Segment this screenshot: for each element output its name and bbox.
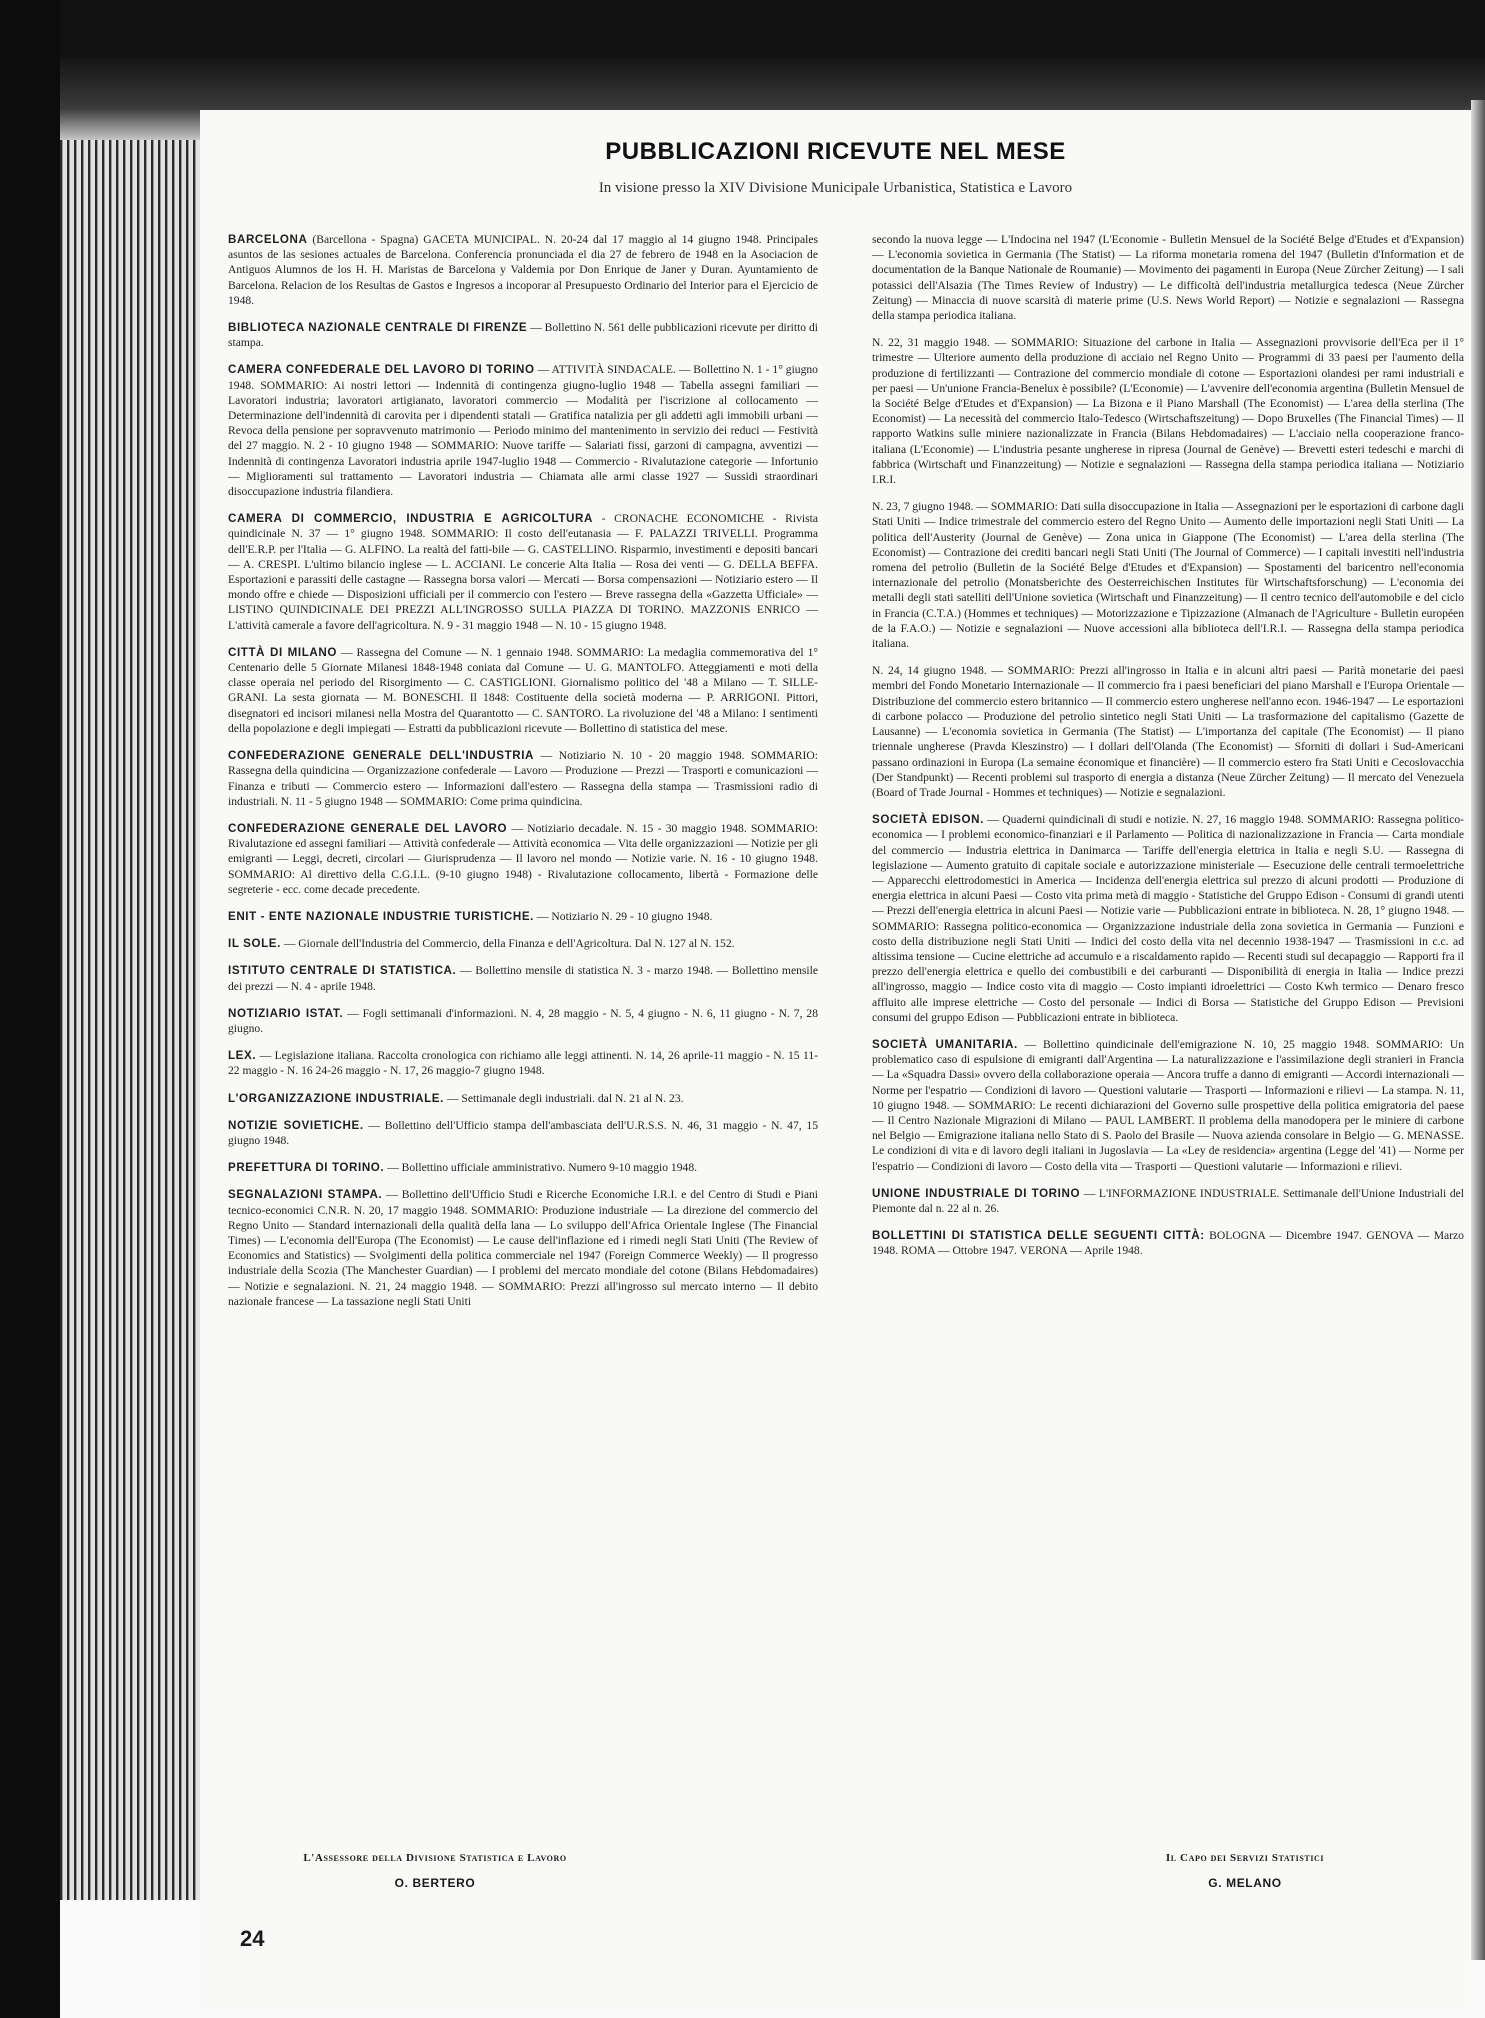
entry-heading: CITTÀ DI MILANO [228,645,337,659]
signature-left [270,1852,600,1890]
entry [228,511,818,633]
entry [228,821,818,897]
entry [872,1186,1464,1216]
book-page-edges [60,140,200,1900]
entry [228,1160,818,1175]
entry-text: — Legislazione italiana. Raccolta cronologica con richiamo alle leggi attinenti. N. 14, 26 aprile-11 maggio - N. 15 11-22 maggio - N. 16 24-26 maggio - N. 17, 26 maggio-7 giugno 1948. [228,1049,818,1078]
page-number: 24 [240,1926,265,1951]
entry [872,663,1464,800]
entry-heading: NOTIZIE SOVIETICHE. [228,1118,364,1132]
entry [228,1006,818,1036]
entry-text: — Bollettino N. 561 delle pubblicazioni ricevute per diritto di stampa. [228,321,819,350]
entry-text: — L'INFORMAZIONE INDUSTRIALE. Settimanale dell'Unione Industriali del Piemonte dal n. 22 al n. 26. [872,1186,1464,1215]
signature-name: O. BERTERO [394,1876,476,1890]
entry [228,1187,818,1309]
entry [228,645,818,736]
entry-text: — Quaderni quindicinali di studi e notizie. N. 27, 16 maggio 1948. SOMMARIO: Rassegna politico-economica — I problemi economico-finanziari e il Parlamento — Politica di nazionalizzazione in Francia — Carta mondiale del commercio — Industria elettrica in Danimarca — Tariffe dell'energia elettrica in Italia e negli S.U. — Rassegna di legislazione — Aumento gratuito di capitale sociale e autorizzazione ministeriale — Esecuzione delle centrali termoelettriche — Apparecchi elettrodomestici in America — Incidenza dell'energia elettrica sul prezzo di alcuni prodotti — Produzione di energia elettrica in alcuni Paesi — Costo vita prima metà di maggio - Statistiche del Gruppo Edison - Consumi di grandi utenti — Prezzi dell'energia elettrica in alcuni Paesi — Notizie varie — Pubblicazioni entrate in biblioteca. N. 28, 1° giugno 1948. — SOMMARIO: Rassegna politico-economica — Organizzazione industriale della zona sovietica in Germania — Funzioni e costo della distribuzione negli Stati Uniti — Indici del costo della vita nel decennio 1938-1947 — Trasmissioni in c.c. ad altissima tensione — Cucine elettriche ad accumulo e a riscaldamento rapido — Recenti studi sul decapaggio — Rapporti fra il prezzo dell'energia elettrica e quello dei combustibili e dei carburanti — Disponibilità di energia in Italia — Indice prezzi all'ingrosso, maggio — Indice costo vita di maggio — Costo impianti idroelettrici — Costo Kwh termico — Denaro fresco affluito alle imprese elettriche — Costo del personale — Indici di Borsa — Statistiche del Gruppo Edison — Previsioni consumi del gruppo Edison — Pubblicazioni entrate in biblioteca. [872,813,1464,1024]
entry-heading: CAMERA CONFEDERALE DEL LAVORO DI TORINO [228,363,535,377]
page-title: PUBBLICAZIONI RICEVUTE NEL MESE [605,138,1066,165]
entry-heading: ISTITUTO CENTRALE DI STATISTICA. [228,964,457,978]
entry-heading: CAMERA DI COMMERCIO, INDUSTRIA E AGRICOLTURA [228,512,593,526]
entry-heading: ENIT - ENTE NAZIONALE INDUSTRIE TURISTICHE. [228,909,534,923]
entry-text: — Settimanale degli industriali. dal N. 21 al N. 23. [446,1091,684,1105]
entry [228,748,818,809]
signature-role: Il Capo dei Servizi Statistici [1165,1852,1325,1864]
scan-border-top [0,0,1485,58]
entry-text: — Fogli settimanali d'informazioni. N. 4, 28 maggio - N. 5, 4 giugno - N. 6, 11 giugno - N. 7, 28 giugno. [228,1006,818,1035]
page-subtitle: In visione presso la XIV Divisione Municipale Urbanistica, Statistica e Lavoro [598,180,1073,196]
entry-text: — Bollettino dell'Ufficio stampa dell'ambasciata dell'U.R.S.S. N. 46, 31 maggio - N. 47, 15 giugno 1948. [228,1118,818,1147]
entry [872,232,1464,323]
signature-role: L'Assessore della Divisione Statistica e Lavoro [303,1852,567,1864]
scan-border-left [0,0,60,2018]
entry [228,909,818,924]
entry-text: — Bollettino mensile di statistica N. 3 - marzo 1948. — Bollettino mensile dei prezzi — N. 4 - aprile 1948. [228,964,818,993]
signature-right [1080,1852,1410,1890]
entry-text: — Notiziario decadale. N. 15 - 30 maggio 1948. SOMMARIO: Rivalutazione ed assegni familiari — Attività confederale — Attività economica — Vita delle organizzazioni — Notizie per gli emigranti — Leggi, decreti, circolari — Giurisprudenza — Il lavoro nel mondo — Notizie varie. N. 16 - 10 giugno 1948. SOMMARIO: Al direttivo della C.G.I.L. (9-10 giugno 1948) - Rivalutazione collocamento, libertà - Formazione delle segreterie - ecc. come decade precedente. [228,821,818,896]
entry-heading: CONFEDERAZIONE GENERALE DELL'INDUSTRIA [228,749,535,763]
left-column [228,232,818,1321]
entry-heading: IL SOLE. [228,937,281,951]
entry-heading: NOTIZIARIO ISTAT. [228,1006,344,1020]
entry-text: BOLOGNA — Dicembre 1947. GENOVA — Marzo 1948. ROMA — Ottobre 1947. VERONA — Aprile 1948. [872,1229,1464,1258]
entry-text: — Rassegna del Comune — N. 1 gennaio 1948. SOMMARIO: La medaglia commemorativa del 1° Centenario delle 5 Giornate Milanesi 1848-1948 coniata dal Comune — U. G. MANTOLFO. Atteggiamenti e moti della classe operaia nel periodo del Risorgimento — C. CASTIGLIONI. Giornalismo politico del '48 a Milano — T. SILLE-GRANI. La sesta giornata — M. BONESCHI. Il 1848: Costituente della società moderna — P. ARRIGONI. Pittori, disegnatori ed incisori milanesi nella Mostra del Quarantotto — C. SANTORO. La rivoluzione del '48 a Milano: I sentimenti della popolazione e degli impiegati — Estratti da pubblicazioni ricevute — Bollettino di statistica del mese. [228,645,819,735]
signature-name: G. MELANO [1208,1876,1282,1890]
entry [228,1048,818,1078]
entry [228,963,818,993]
entry-text: (Barcellona - Spagna) GACETA MUNICIPAL. N. 20-24 dal 17 maggio al 14 giugno 1948. Principales asuntos de las sesiones actuales de Barcelona. Conferencia pronunciada el dia 27 de febrero de 1948 en la Asociacion de Antiguos Alumnos de los H. H. Maristas de Barcelona y Valdemia por Don Enrique de Janer y Duran. Ayuntamiento de Barcelona. Relacion de los Resultas de Gastos e Ingresos a incoporar al Presupuesto Ordinario del Interior para el Ejercicio de 1948. [228,233,818,307]
entry-heading: BIBLIOTECA NAZIONALE CENTRALE DI FIRENZE [228,321,528,335]
entry-text: — Giornale dell'Industria del Commercio, della Finanza e dell'Agricoltura. Dal N. 127 al N. 152. [283,937,735,951]
entry-text: N. 24, 14 giugno 1948. — SOMMARIO: Prezzi all'ingrosso in Italia e in alcuni altri paesi — Parità monetarie dei paesi membri del Fondo Monetario Internazionale — Il commercio fra i paesi beneficiari del piano Marshall e l'Europa Orientale — Distribuzione del commercio estero britannico — Il commercio estero ungherese nell'anno econ. 1946-1947 — Le esportazioni di carbone polacco — Produzione del petrolio sintetico negli Stati Uniti — La trasformazione del capitalismo (Gazette de Lausanne) — L'economia sovietica in Germania (The Statist) — L'importanza del capitale (The Economist) — Il piano triennale ungherese (Pravda Kleszinstro) — I dollari dell'Olanda (The Economist) — Sforniti di dollari i Sud-Americani passano ordinazioni in Europa (La semaine économique et financière) — Il commercio estero fra Stati Uniti e Cecoslovacchia (Der Standpunkt) — Recenti problemi sul trasporto di energia a distanza (Neue Zürcher Zeitung) — Il mercato del Venezuela (Board of Trade Journal - Hommes et techniques) — Notizie e segnalazioni. [872,664,1464,799]
book-edge-right [1471,100,1485,1960]
entry-heading: LEX. [228,1049,257,1063]
entry-text: — ATTIVITÀ SINDACALE. — Bollettino N. 1 - 1° giugno 1948. SOMMARIO: Ai nostri lettori — Indennità di contingenza giugno-luglio 1948 — Tabella assegni familiari — Lavoratori industria; lavoratori artigianato, lavoratori commercio — Modalità per l'iscrizione al collocamento — Determinazione dell'indennità di carovita per i dipendenti statali — Gratifica natalizia per gli addetti agli immobili urbani — Revoca della pensione per sopravvenuto matrimonio — Periodo minimo del mantenimento in servizio dei reduci — Festività del 27 maggio. N. 2 - 10 giugno 1948 — SOMMARIO: Nuove tariffe — Salariati fissi, garzoni di campagna, avventizi — Indennità di contingenza Lavoratori industria aprile 1947-luglio 1948 — Commercio - Rivalutazione categorie — Infortunio — Miglioramenti sul trattamento — Lavoratori industria — Chiamata alle armi classe 1927 — Sussidi straordinari disoccupazione industria filandiera. [228,363,818,499]
entry [872,1228,1464,1258]
entry-heading: L'ORGANIZZAZIONE INDUSTRIALE. [228,1091,444,1105]
entry [872,1037,1464,1174]
entry [872,499,1464,651]
entry [228,1091,818,1106]
entry-text: — Bollettino dell'Ufficio Studi e Ricerche Economiche I.R.I. e del Centro di Studi e Piani tecnico-economici C.N.R. N. 20, 17 maggio 1948. SOMMARIO: Produzione industriale — La direzione del commercio del Regno Unito — Standard internazionali della qualità della lana — Lo sviluppo dell'Africa Orientale Inglese (The Financial Times) — L'economia dell'Europa (The Economist) — Le cause dell'inflazione ed i rimedi negli Stati Uniti (The Review of Economics and Statistics) — Svolgimenti della politica commerciale nel 1947 (Foreign Commerce Weekly) — Il progresso industriale della Scozia (The Manchester Guardian) — I problemi del mercato mondiale del cotone (Bilans Hebdomadaires) — Notizie e segnalazioni. N. 21, 24 maggio 1948. — SOMMARIO: Prezzi all'ingrosso sul mercato interno — Il debito nazionale francese — La tassazione negli Stati Uniti [228,1188,818,1308]
entry [228,936,818,951]
entry [228,232,818,308]
right-column [872,232,1464,1271]
entry [228,362,818,499]
entry-text: secondo la nuova legge — L'Indocina nel 1947 (L'Economie - Bulletin Mensuel de la Société Belge d'Etudes et d'Expansion) — L'economia sovietica in Germania (The Statist) — La riforma monetaria romena del 1947 (Bulletin d'Information et de documentation de la Banque Nationale de Roumanie) — Movimento dei pagamenti in Europa (Neue Zürcher Zeitung) — I sali potassici dell'Alsazia (The Times Review of Industry) — Le difficoltà dell'industria metallurgica tedesca (Neue Zürcher Zeitung) — Minaccia di nuove scarsità di materie prime (U.S. News World Report) — Notizie e segnalazioni — Rassegna della stampa periodica italiana. [872,233,1464,323]
entry-text: N. 23, 7 giugno 1948. — SOMMARIO: Dati sulla disoccupazione in Italia — Assegnazioni per le esportazioni di carbone dagli Stati Uniti — Indice trimestrale del commercio estero del Regno Unito — Aumento delle importazioni negli Stati Uniti — La politica dell'Austerity (Journal de Genève) — Zona unica in Giappone (The Economist) — L'area della sterlina (The Economist) — Contrazione dei crediti bancari negli Stati Uniti (The Journal of Commerce) — I capitali investiti nell'industria romena del petrolio (Bulletin de la Société Belge d'Etudes et d'Expansion) — Spostamenti del baricentro nell'economia internazionale del petrolio (Monatsberichte des Oesterreichischen Institutes für Wirtschaftsforschung) — L'economia dei metalli degli stati satelliti dell'Unione sovietica (Wirtschaft und Finanzzeitung) — Il centro tecnico dell'automobile e del ciclo in Francia (C.T.A.) (Hommes et techniques) — Motorizzazione e Tipizzazione (Almanach de l'Agriculture - Bulletin européen de la F.A.O.) — Notizie e segnalazioni — Nuove accessioni alla biblioteca dell'I.R.I. — Rassegna della stampa periodica italiana. [872,500,1464,651]
entry-text: — Bollettino ufficiale amministrativo. Numero 9-10 maggio 1948. [387,1161,698,1175]
entry-heading: CONFEDERAZIONE GENERALE DEL LAVORO [228,821,508,835]
entry-text: - CRONACHE ECONOMICHE - Rivista quindicinale N. 37 — 1° giugno 1948. SOMMARIO: Il costo dell'eutanasia — F. PALAZZI TRIVELLI. Programma dell'E.R.P. per l'Italia — G. ALFINO. La realtà del fatti-bile — G. CASTELLINO. Risparmio, investimenti e depositi bancari — A. CRESPI. L'ultimo bilancio inglese — L. ACCIANI. Le concerie Alta Italia — Rosa dei venti — G. DELLA BEFFA. Esportazioni e parassiti delle castagne — Rassegna borsa valori — Mercati — Borsa compensazioni — Notiziario estero — Il mondo offre e chiede — Disposizioni ufficiali per il commercio con l'estero — Breve rassegna della «Gazzetta Ufficiale» — LISTINO QUINDICINALE DEI PREZZI ALL'INGROSSO SULLA PIAZZA DI TORINO. MAZZONIS ENRICO — L'attività camerale a favore dell'agricoltura. N. 9 - 31 maggio 1948 — N. 10 - 15 giugno 1948. [228,512,818,632]
document-page [200,110,1471,2010]
entry [872,812,1464,1025]
entry-text: — Notiziario N. 10 - 20 maggio 1948. SOMMARIO: Rassegna della quindicina — Organizzazione confederale — Lavoro — Produzione — Prezzi — Trasporti e comunicazioni — Finanza e tributi — Commercio estero — Informazioni dall'estero — Rassegna della stampa — Trasmissioni radio di industriali. N. 11 - 5 giugno 1948 — SOMMARIO: Come prima quindicina. [228,749,818,808]
entry-heading: BARCELONA [228,233,308,246]
entry-text: N. 22, 31 maggio 1948. — SOMMARIO: Situazione del carbone in Italia — Assegnazioni provvisorie dell'Eca per il 1° trimestre — Ulteriore aumento della produzione di acciaio nel Regno Unito — Programmi di 33 paesi per l'aumento della produzione di fertilizzanti — Contrazione del commercio mondiale di cotone — Esportazioni olandesi per rami industriali e per paesi — Un'unione Francia-Benelux è possibile? (L'Economie) — L'avvenire dell'economia argentina (Bulletin Mensuel de la Société Belge d'Etudes et d'Expansion) — La Bizona e il Piano Marshall (The Economist) — L'area della sterlina (The Economist) — La necessità del commercio Italo-Tedesco (Wirtschaftszeitung) — Dopo Bruxelles (The Financial Times) — Il rapporto Watkins sulle miniere nazionalizzate in Francia (Bilans Hebdomadaires) — L'acciaio nella cooperazione franco-italiana (L'Economie) — L'industria pesante ungherese in ripresa (Journal de Genève) — Brevetti esteri tedeschi e marchi di fabbrica (Wirtschaft und Finanzzeitung) — Notizie e segnalazioni — Rassegna della stampa periodica italiana — Notiziario I.R.I. [872,336,1464,487]
entry [228,1118,818,1148]
entry [228,320,818,350]
entry-text: — Notiziario N. 29 - 10 giugno 1948. [536,909,713,923]
entry-heading: UNIONE INDUSTRIALE DI TORINO [872,1186,1081,1200]
entry-text: — Bollettino quindicinale dell'emigrazione N. 10, 25 maggio 1948. SOMMARIO: Un problematico caso di espulsione di emigranti dall'Argentina — La naturalizzazione e l'assimilazione degli stranieri in Francia — La «Squadra Dassi» ovvero della collaborazione operaia — Ancora truffe a danno di emigranti — Accordi internazionali — Norme per l'espatrio — Condizioni di lavoro — Questioni valutarie — Trasporti — Informazioni e rilievi — La stampa. N. 11, 10 giugno 1948. — SOMMARIO: Le recenti dichiarazioni del Governo sulle prospettive della politica emigratoria del paese — Il Centro Nazionale Migrazioni di Milano — PAUL LAMBERT. Il problema della manodopera per le miniere di carbone nel Belgio — Emigrazione italiana nello Stato di S. Paolo del Brasile — Nuova azienda consolare in Belgio — G. MENASSE. Le condizioni di vita e di lavoro degli italiani in Jugoslavia — La «Ley de residencia» argentina (Legge del '41) — Norme per l'espatrio — Condizioni di lavoro — Costo della vita — Trasporti — Questioni valutarie — Informazioni e rilievi. [872,1037,1464,1173]
entry-heading: SOCIETÀ EDISON. [872,813,984,827]
entry-heading: SEGNALAZIONI STAMPA. [228,1188,383,1202]
entry-heading: SOCIETÀ UMANITARIA. [872,1037,1018,1051]
entry-heading: PREFETTURA DI TORINO. [228,1161,385,1175]
entry [872,335,1464,487]
entry-heading: BOLLETTINI DI STATISTICA DELLE SEGUENTI CITTÀ: [872,1229,1205,1243]
